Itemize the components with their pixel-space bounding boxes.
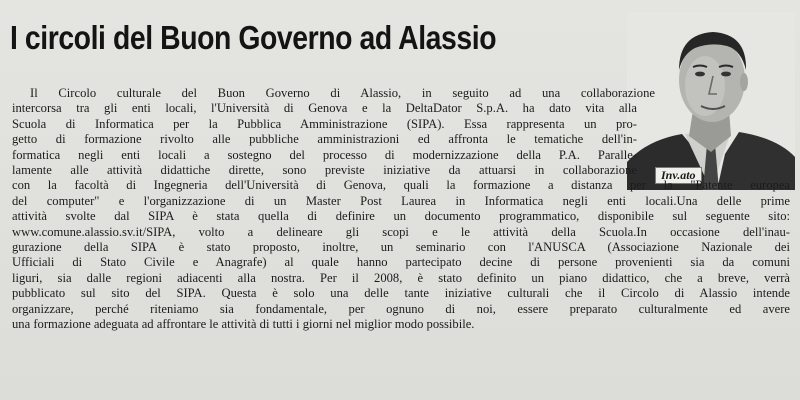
article-line: pubblicato sul sito del SIPA. Questa è solo una delle tante iniziative culturali che il Circolo di Alassio intende <box>12 286 790 301</box>
article-line: liguri, sia dalle regioni adiacenti alla nostra. Per il 2008, è stato definito un piano didattico, che a breve, verrà <box>12 270 790 285</box>
article-line: del computer" e l'organizzazione di un Master Post Laurea in Informatica negli enti locali.Una delle prime <box>12 193 790 208</box>
article-line: intercorsa tra gli enti locali, l'Università di Genova e la DeltaDator S.p.A. ha dato vita alla <box>12 101 637 116</box>
article-line: getto di formazione rivolto alle pubbliche amministrazioni ed affronta le tematiche dell'in- <box>12 132 637 147</box>
article-line: lamente alle attività didattiche dirette, sono previste iniziative da attuarsi in collaborazione <box>12 163 637 178</box>
article-line: Ufficiali di Stato Civile e Anagrafe) al quale hanno partecipato decine di persone provenienti sia da comuni <box>12 255 790 270</box>
article-line: attività svolte dal SIPA è stata quella di definire un documento programmatico, disponibile sul seguente sito: <box>12 209 790 224</box>
article-body <box>12 86 790 333</box>
article-line: formatica negli enti locali a sostegno del processo di modernizzazione della P.A. Paralle- <box>12 147 637 162</box>
article-line: gurazione della SIPA è stato proposto, inoltre, un seminario con l'ANUSCA (Associazione Nazionale dei <box>12 240 790 255</box>
article-line: con la facoltà di Ingegneria dell'Università di Genova, quali la formazione a distanza per la "Patente europea <box>12 178 790 193</box>
portrait-caption: Inv.ato <box>655 167 702 184</box>
article-line: www.comune.alassio.sv.it/SIPA, volto a delineare gli scopi e le attività della Scuola.In occasione dell'inau- <box>12 224 790 239</box>
article-line: una formazione adeguata ad affrontare le attività di tutti i giorni nel miglior modo possibile. <box>12 317 475 332</box>
article-line: organizzare, perché riteniamo sia fondamentale, per ognuno di noi, essere preparato culturalmente ed avere <box>12 301 790 316</box>
article-line: Il Circolo culturale del Buon Governo di Alassio, in seguito ad una collaborazione <box>30 86 655 100</box>
article-headline: I circoli del Buon Governo ad Alassio <box>10 19 497 56</box>
article-line: Scuola di Informatica per la Pubblica Amministrazione (SIPA). Essa rappresenta un pro- <box>12 116 637 131</box>
